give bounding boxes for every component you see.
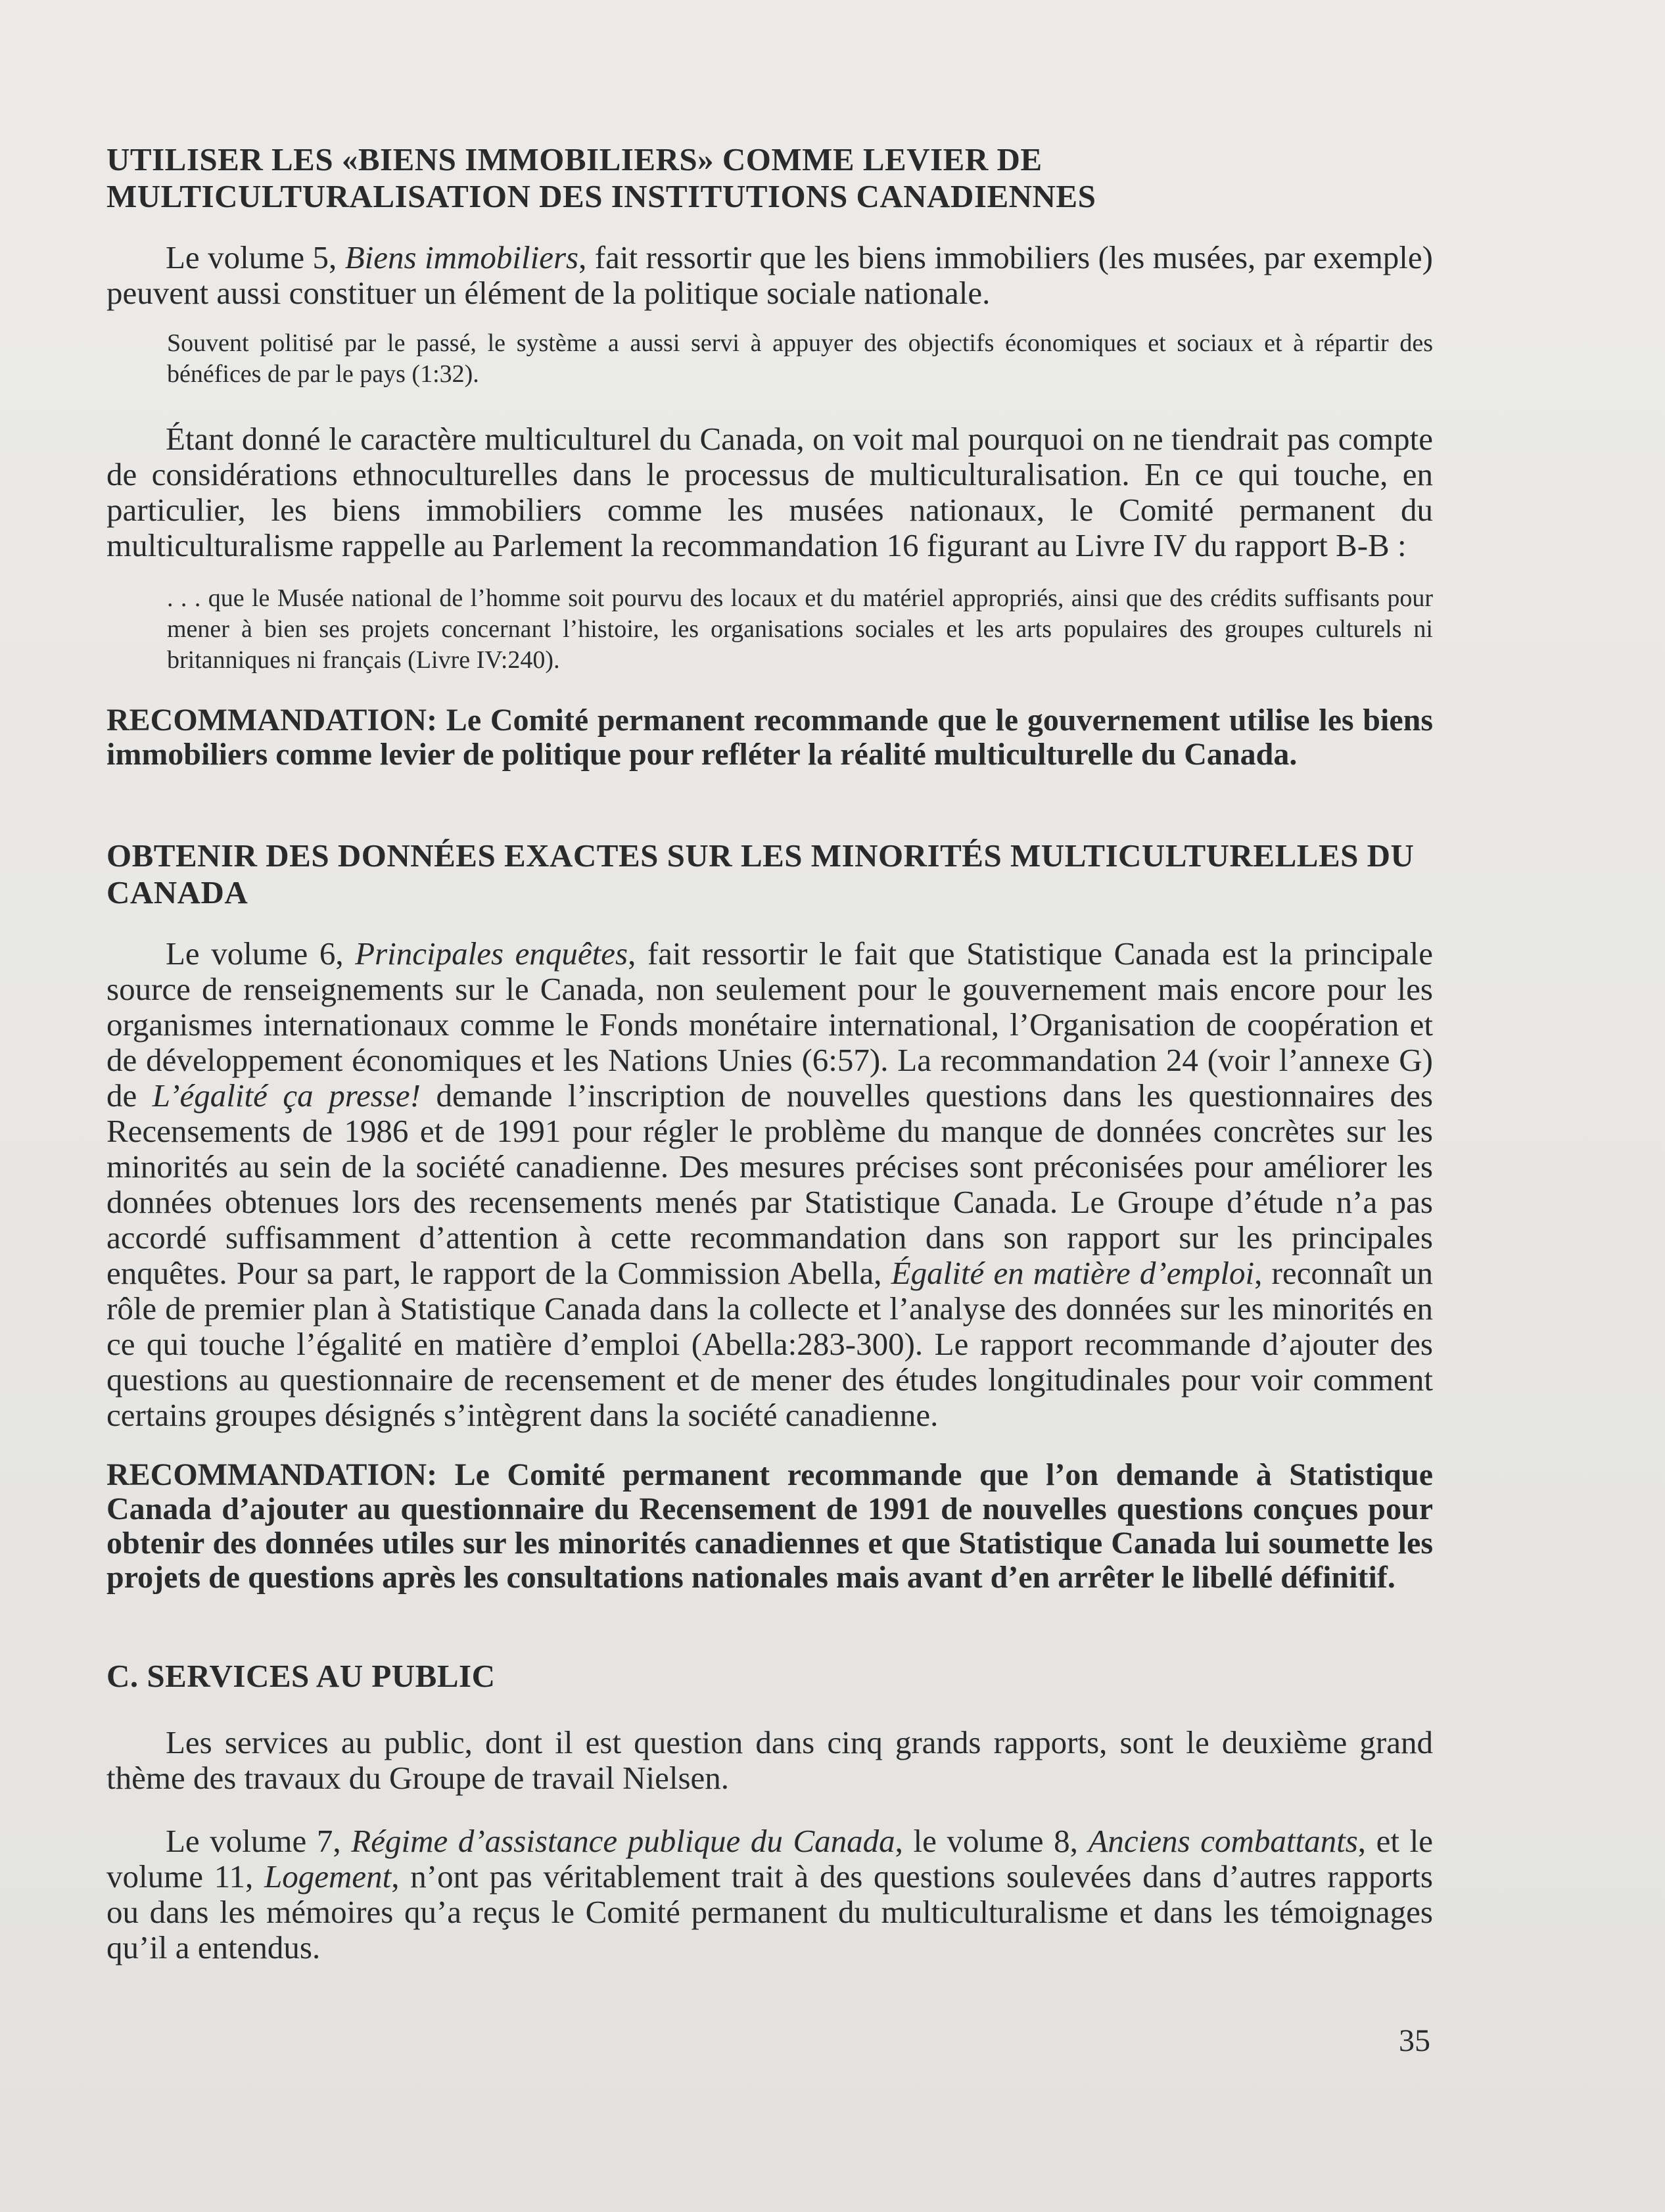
paragraph-services-au-public: Les services au public, dont il est question dans cinq grands rapports, sont le deuxième grand thème des travaux du Groupe de travail Nielsen.: [106, 1724, 1433, 1796]
paragraph-volume-7: [106, 1824, 1433, 1965]
text-run: Le volume 5,: [166, 239, 345, 275]
paragraph-volume-5: [106, 240, 1433, 311]
text-run: , fait ressortir le fait que Statistique Canada est la principale source de renseignements sur le Canada, non seulement pour le gouvernement mais encore pour les organismes internationaux comme le Fonds monétaire international, l’Organisation de coopération et de développement économiques et les Nations Unies (6:57). La recommandation 24 (voir l’annexe G) de: [106, 935, 1434, 1114]
italic-title: Biens immobiliers: [344, 239, 579, 275]
italic-title: Régime d’assistance publique du Canada: [351, 1823, 895, 1859]
text-run: demande l’inscription de nouvelles questions dans les questionnaires des Recensements de 1986 et de 1991 pour régler le problème du manque de données concrètes sur les minorités au sein de la société canadienne. Des mesures précises sont préconisées pour améliorer les données obtenues lors des recensements menés par Statistique Canada. Le Groupe d’étude n’a pas accordé suffisamment d’attention à cette recommandation dans son rapport sur les principales enquêtes. Pour sa part, le rapport de la Commission Abella,: [106, 1077, 1433, 1291]
text-run: , fait ressortir que les biens immobiliers (les musées, par exemple) peuvent aussi constituer un élément de la politique sociale nationale.: [106, 239, 1433, 311]
heading-biens-immobiliers: UTILISER LES «BIENS IMMOBILIERS» COMME LEVIER DE MULTICULTURALISATION DES INSTITUTIONS CANADIENNES: [106, 141, 1096, 214]
block-quote-2: . . . que le Musée national de l’homme soit pourvu des locaux et du matériel appropriés, ainsi que des crédits suffisants pour mener à bien ses projets concernant l’histoire, les organisations sociales et les arts populaires des groupes culturels ni britanniques ni français (Livre IV:240).: [167, 584, 1433, 674]
text-run: , n’ont pas véritablement trait à des questions soulevées dans d’autres rapports ou dans les mémoires qu’a reçus le Comité permanent du multiculturalisme et dans les témoignages qu’il a entendus.: [106, 1858, 1433, 1965]
section-c-heading: C. SERVICES AU PUBLIC: [106, 1658, 496, 1694]
italic-title: L’égalité ça presse!: [152, 1077, 421, 1114]
text-run: Le volume 6,: [166, 935, 356, 972]
text-run: , reconnaît un rôle de premier plan à Statistique Canada dans la collecte et l’analyse des données sur les minorités en ce qui touche l’égalité en matière d’emploi (Abella:283-300). Le rapport recommande d’ajouter des questions au questionnaire de recensement et de mener des études longitudinales pour voir comment certains groupes désignés s’intègrent dans la société canadienne.: [106, 1255, 1433, 1433]
italic-title: Principales enquêtes: [355, 935, 628, 972]
recommendation-2: RECOMMANDATION: Le Comité permanent recommande que l’on demande à Statistique Canada d’ajouter au questionnaire du Recensement de 1991 de nouvelles questions conçues pour obtenir des données utiles sur les minorités canadiennes et que Statistique Canada lui soumette les projets de questions après les consultations nationales mais avant d’en arrêter le libellé définitif.: [106, 1457, 1433, 1595]
paragraph-caractere-multiculturel: Étant donné le caractère multiculturel du Canada, on voit mal pourquoi on ne tiendrait pas compte de considérations ethnoculturelles dans le processus de multiculturalisation. En ce qui touche, en particulier, les biens immobiliers comme les musées nationaux, le Comité permanent du multiculturalisme rappelle au Parlement la recommandation 16 figurant au Livre IV du rapport B-B :: [106, 421, 1433, 563]
italic-title: Anciens combattants: [1088, 1823, 1358, 1859]
text-run: , et le volume 11,: [106, 1823, 1434, 1894]
recommendation-1: RECOMMANDATION: Le Comité permanent recommande que le gouvernement utilise les biens immobiliers comme levier de politique pour refléter la réalité multiculturelle du Canada.: [106, 703, 1433, 772]
page-number: 35: [1399, 2023, 1430, 2058]
heading-donnees-exactes: OBTENIR DES DONNÉES EXACTES SUR LES MINORITÉS MULTICULTURELLES DU CANADA: [106, 837, 1415, 910]
italic-title: Égalité en matière d’emploi: [891, 1255, 1255, 1291]
page-content: [106, 141, 1433, 1965]
text-run: Le volume 7,: [166, 1823, 352, 1859]
text-run: , le volume 8,: [895, 1823, 1089, 1859]
paragraph-volume-6: [106, 936, 1433, 1433]
italic-title: Logement: [264, 1858, 392, 1894]
block-quote-1: Souvent politisé par le passé, le système a aussi servi à appuyer des objectifs économiques et sociaux et à répartir des bénéfices de par le pays (1:32).: [167, 329, 1433, 388]
